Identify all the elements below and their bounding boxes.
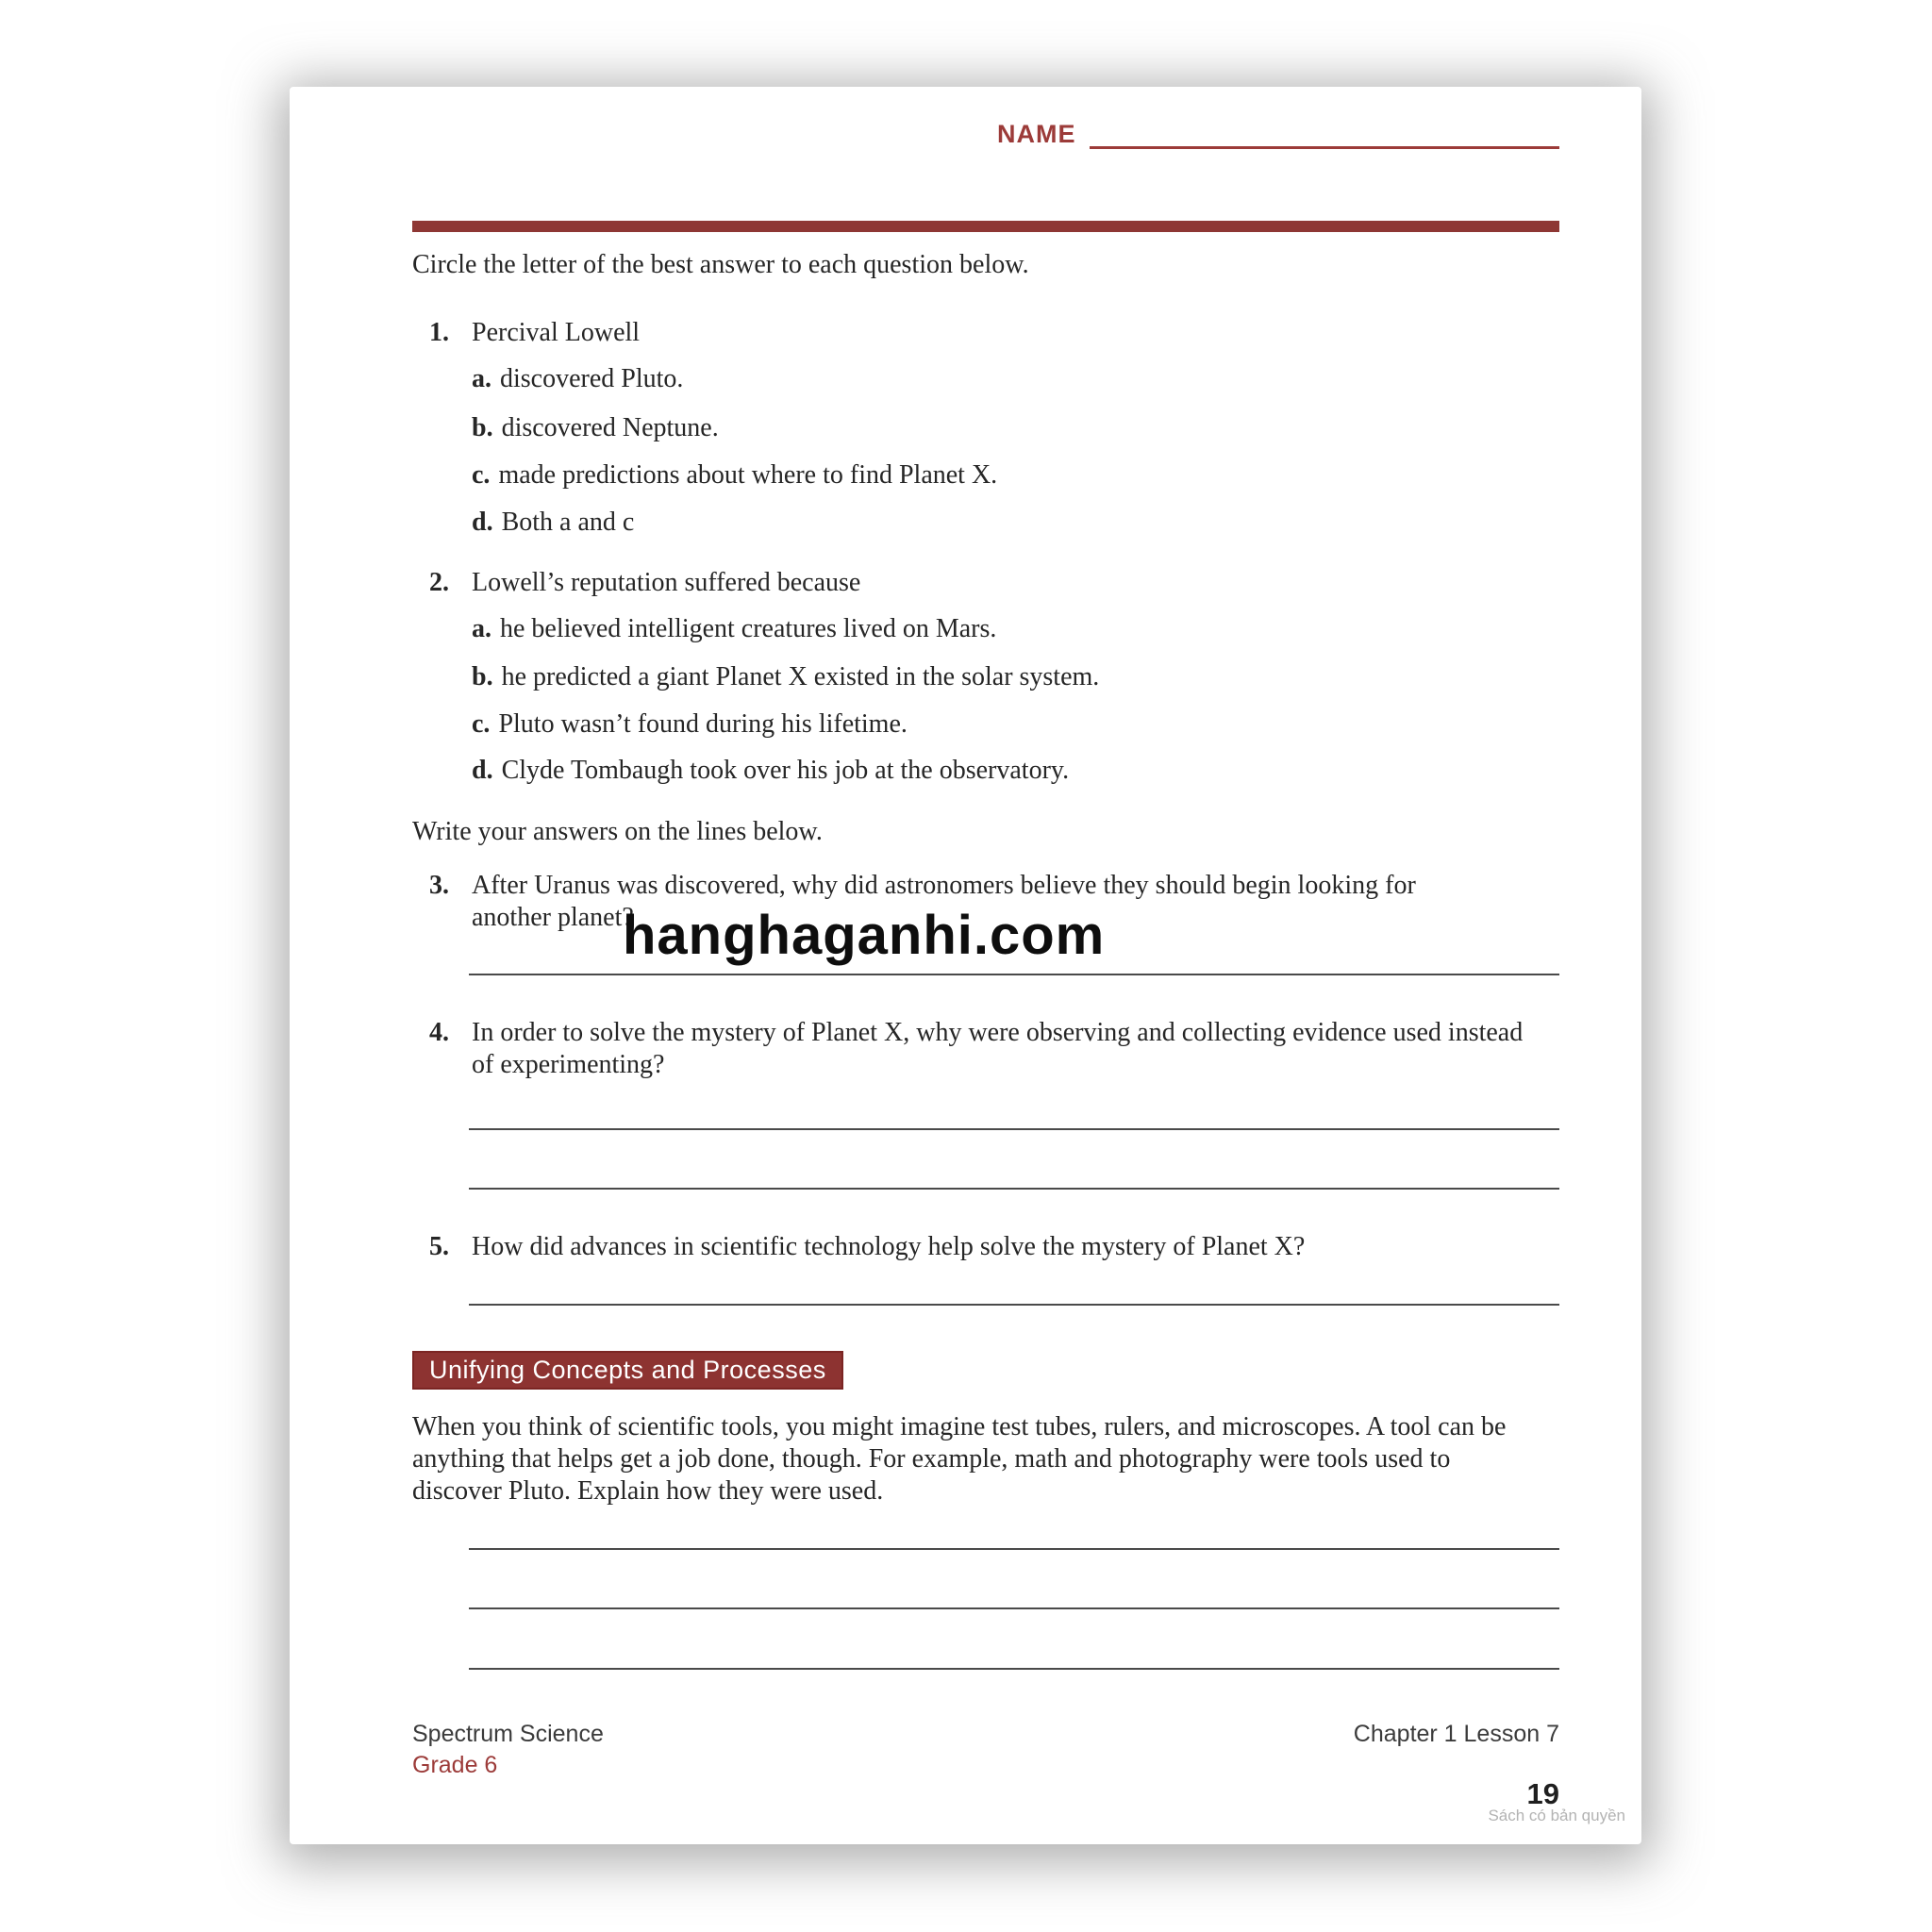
mc-option bbox=[472, 412, 719, 444]
section-divider-rule bbox=[412, 221, 1559, 232]
written-question-line1: After Uranus was discovered, why did astronomers believe they should begin looking for bbox=[472, 871, 1416, 900]
section-paragraph-line: anything that helps get a job done, though. For example, math and photography were tools used to bbox=[412, 1444, 1451, 1474]
name-field-row bbox=[997, 119, 1559, 149]
mc-option-letter: c. bbox=[472, 460, 491, 490]
written-question-line1: How did advances in scientific technology help solve the mystery of Planet X? bbox=[472, 1232, 1306, 1261]
mc-instructions: Circle the letter of the best answer to each question below. bbox=[412, 250, 1029, 279]
mc-option-text: made predictions about where to find Planet X. bbox=[498, 460, 998, 490]
mc-option-text: discovered Pluto. bbox=[500, 364, 684, 393]
written-question-number: 4. bbox=[429, 1018, 449, 1047]
mc-option-letter: b. bbox=[472, 413, 493, 442]
written-question-line1: In order to solve the mystery of Planet X, why were observing and collecting evidence used instead bbox=[472, 1018, 1524, 1047]
mc-option bbox=[472, 507, 634, 539]
written-question-number: 5. bbox=[429, 1232, 449, 1261]
mc-option-text: Pluto wasn’t found during his lifetime. bbox=[498, 709, 908, 739]
section-banner bbox=[412, 1351, 843, 1390]
mc-option-letter: d. bbox=[472, 756, 493, 785]
written-question-number: 3. bbox=[429, 871, 449, 900]
answer-line bbox=[469, 1607, 1559, 1609]
mc-option bbox=[472, 363, 683, 395]
mc-option-letter: d. bbox=[472, 508, 493, 537]
mc-option-letter: c. bbox=[472, 709, 491, 739]
written-instructions: Write your answers on the lines below. bbox=[412, 817, 823, 846]
worksheet-page bbox=[290, 87, 1641, 1844]
mc-option-letter: a. bbox=[472, 364, 491, 393]
mc-option-letter: a. bbox=[472, 614, 491, 643]
mc-option-letter: b. bbox=[472, 662, 493, 691]
mc-question-prompt: Lowell’s reputation suffered because bbox=[472, 568, 861, 597]
answer-line bbox=[469, 1548, 1559, 1550]
footer-series: Spectrum Science bbox=[412, 1721, 604, 1747]
answer-line bbox=[469, 1128, 1559, 1130]
copyright-watermark: Sách có bản quyền bbox=[1488, 1807, 1625, 1824]
footer-lesson: Chapter 1 Lesson 7 bbox=[1353, 1721, 1559, 1747]
mc-option bbox=[472, 755, 1069, 787]
answer-line bbox=[469, 974, 1559, 975]
written-question-line2: another planet? bbox=[472, 903, 634, 932]
mc-option-text: Clyde Tombaugh took over his job at the observatory. bbox=[501, 756, 1070, 785]
answer-line bbox=[469, 1188, 1559, 1190]
answer-line bbox=[469, 1668, 1559, 1670]
mc-option bbox=[472, 708, 908, 741]
mc-question-number: 1. bbox=[429, 318, 449, 347]
footer-grade: Grade 6 bbox=[412, 1752, 498, 1778]
name-label: NAME bbox=[997, 120, 1076, 148]
section-paragraph-line: discover Pluto. Explain how they were used. bbox=[412, 1476, 884, 1506]
mc-option bbox=[472, 459, 997, 491]
section-paragraph-line: When you think of scientific tools, you might imagine test tubes, rulers, and microscopes. A tool can be bbox=[412, 1412, 1507, 1441]
mc-option-text: Both a and c bbox=[501, 508, 635, 537]
mc-option-text: he believed intelligent creatures lived on Mars. bbox=[500, 614, 997, 643]
section-banner-label: Unifying Concepts and Processes bbox=[429, 1356, 826, 1384]
mc-question-number: 2. bbox=[429, 568, 449, 597]
footer-page-number: 19 bbox=[1526, 1777, 1559, 1810]
mc-option-text: he predicted a giant Planet X existed in the solar system. bbox=[501, 662, 1100, 691]
name-blank-line bbox=[1090, 120, 1560, 149]
mc-option bbox=[472, 661, 1099, 693]
mc-option bbox=[472, 613, 996, 645]
written-question-line2: of experimenting? bbox=[472, 1050, 665, 1079]
mc-option-text: discovered Neptune. bbox=[501, 413, 719, 442]
watermark-text: hanghaganhi.com bbox=[623, 905, 1106, 966]
answer-line bbox=[469, 1304, 1559, 1306]
mc-question-prompt: Percival Lowell bbox=[472, 318, 641, 347]
